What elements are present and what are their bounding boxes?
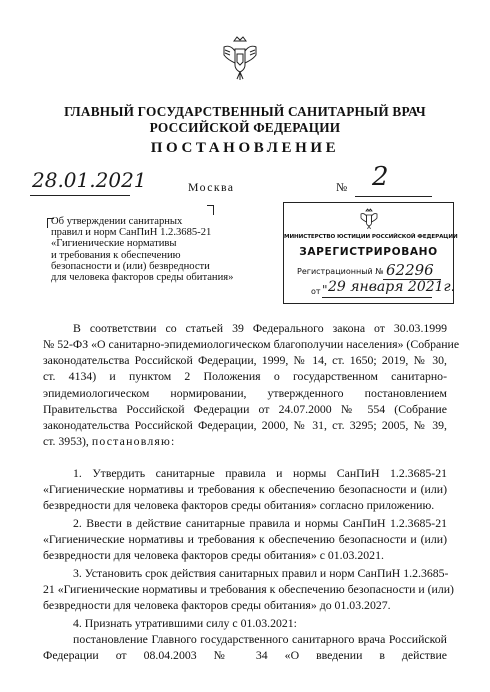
body-line: законодательства Российской Федерации, 2000, № 31, ст. 3295; 2005, № 39,	[43, 418, 447, 432]
subject-bracket-right	[207, 205, 214, 215]
subject-line: для человека факторов среды обитания»	[51, 272, 234, 284]
city-label: Москва	[188, 180, 235, 194]
subject-block	[51, 216, 266, 283]
body-line-text: ст. 3953),	[43, 434, 92, 448]
resolve-word: постановляю:	[91, 434, 176, 448]
item-4-line: Федерации от 08.04.2003 № 34 «О введении в действие	[43, 648, 447, 662]
handwritten-date: 28.01.2021	[32, 168, 147, 192]
item-3-line: безвредности для человека факторов среды обитания» до 01.03.2027.	[43, 598, 391, 612]
item-4-line: 4. Признать утратившими силу с 01.03.2021:	[73, 616, 297, 630]
body-line: эпидемиологическом нормировании, утвержденного постановлением	[43, 386, 447, 400]
authority-line-1: ГЛАВНЫЙ ГОСУДАРСТВЕННЫЙ САНИТАРНЫЙ ВРАЧ	[64, 104, 426, 119]
stamp-reg-number: 62296	[386, 261, 434, 279]
body-line: ст. 4134) и пунктом 2 Положения о государственном санитарно-	[43, 369, 447, 383]
subject-line: правил и норм СанПиН 1.2.3685-21	[51, 227, 212, 239]
item-2-line: безвредности для человека факторов среды обитания» с 01.03.2021.	[43, 548, 384, 562]
item-2-line: 2. Ввести в действие санитарные правила и нормы СанПиН 1.2.3685-21	[73, 516, 447, 530]
stamp-registered: ЗАРЕГИСТРИРОВАНО	[299, 246, 438, 258]
item-3-line: 3. Установить срок действия санитарных правил и норм СанПиН 1.2.3685-	[73, 566, 449, 580]
body-line-final	[43, 434, 447, 449]
stamp-date-prefix: от	[311, 287, 321, 296]
number-underline	[355, 196, 432, 197]
subject-line: безопасности и (или) безвредности	[51, 260, 210, 272]
subject-line: Об утверждении санитарных	[51, 216, 183, 227]
stamp-ministry: МИНИСТЕРСТВО ЮСТИЦИИ РОССИЙСКОЙ ФЕДЕРАЦИИ	[284, 234, 458, 240]
handwritten-number: 2	[372, 162, 389, 192]
stamp-date-value: 29 января 2021г.	[328, 279, 456, 295]
item-1-line: 1. Утвердить санитарные правила и нормы СанПиН 1.2.3685-21	[73, 466, 447, 480]
item-1-line: безвредности для человека факторов среды обитания» согласно приложению.	[43, 498, 435, 512]
stamp-reg-label: Регистрационный №	[297, 267, 384, 276]
stamp-emblem-icon	[359, 208, 379, 230]
date-underline	[30, 195, 130, 196]
item-3-line: 21 «Гигиенические нормативы и требования к обеспечению безопасности и (или)	[43, 582, 454, 596]
document-type-title: ПОСТАНОВЛЕНИЕ	[150, 140, 340, 156]
number-sign: №	[336, 180, 348, 194]
item-1-line: «Гигиенические нормативы и требования к обеспечению безопасности и (или)	[43, 482, 447, 496]
stamp-date-underline	[322, 297, 432, 298]
item-2-line: «Гигиенические нормативы и требования к обеспечению безопасности и (или)	[43, 532, 447, 546]
body-line: № 52-ФЗ «О санитарно-эпидемиологическом благополучии населения» (Собрание	[43, 337, 460, 351]
body-line: В соответствии со статьей 39 Федерального закона от 30.03.1999	[73, 321, 447, 335]
authority-line-2: РОССИЙСКОЙ ФЕДЕРАЦИИ	[149, 120, 341, 135]
item-4-line: постановление Главного государственного санитарного врача Российской	[73, 632, 447, 646]
registration-stamp	[283, 202, 458, 304]
subject-line: «Гигиенические нормативы	[51, 238, 177, 250]
coat-of-arms-emblem	[220, 35, 260, 81]
subject-line: и требования к обеспечению	[51, 249, 181, 261]
body-line: законодательства Российской Федерации, 1999, № 14, ст. 1650; 2019, № 30,	[43, 353, 447, 367]
stamp-date-quote: "	[322, 283, 328, 297]
body-line: Правительства Российской Федерации от 24.07.2000 № 554 (Собрание	[43, 402, 447, 416]
